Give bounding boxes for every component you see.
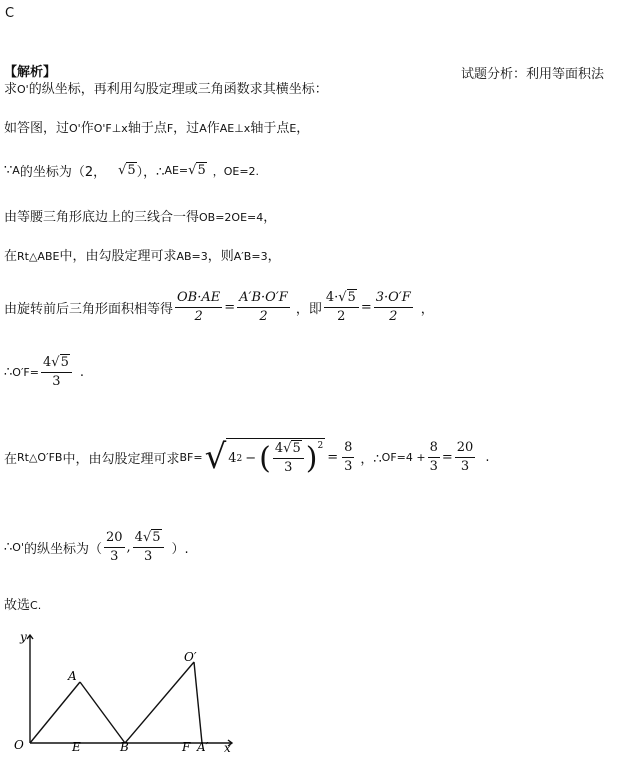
label-A: A	[68, 669, 77, 683]
label-F: F	[182, 740, 191, 754]
line-isosceles: 由等腰三角形底边上的三线合一得OB=2OE=4，	[4, 210, 277, 225]
segment-OA	[30, 682, 80, 743]
line-ofprime-result: ∴ O′F= $\frac{4√5}{3}$ .	[4, 355, 84, 389]
line-area-equation: 由旋转前后三角形面积相等得 $\frac{OB\cdot AE}{2}$ = $\frac{A'B\cdot O'F}{2}$ ，即 $\frac{4\cdot√5}{2}$ = $\frac{3\cdot O'F}{2}$ ，	[4, 290, 434, 324]
line-coordinates: ∵ A 的坐标为（2， √5 ），∴ AE= √5 ，OE=2.	[4, 163, 260, 180]
analysis-header: 【解析】	[4, 65, 57, 80]
line-construction: 如答图，过O'作O'F⊥x轴于点F，过A作AE⊥x轴于点E，	[4, 121, 310, 136]
segment-OprimeAprime	[194, 662, 202, 743]
label-x: x	[224, 741, 231, 755]
line-pythagoras-ab: 在Rt△ABE中，由勾股定理可求AB=3，则A′B=3，	[4, 249, 281, 264]
label-B: B	[120, 740, 129, 754]
line-bf-computation: 在 Rt△O′FB 中，由勾股定理可求 BF= √ 4 2 − ( $\frac{4√5}{3}$ ) $^2$ = $\frac{8}{3}$ ，∴ OF=4 + $\frac{8}{3}$ = $\frac{20}{3}$ .	[4, 437, 490, 477]
line-final-choice: 故选C.	[4, 598, 42, 613]
answer-letter: C	[5, 6, 15, 21]
label-Oprime: O′	[184, 650, 197, 664]
label-y: y	[20, 630, 27, 644]
intro-line: 求O'的纵坐标，再利用勾股定理或三角函数求其横坐标：	[4, 82, 328, 97]
segment-BOprime	[125, 662, 194, 743]
analysis-note: 试题分析：利用等面积法	[461, 67, 605, 82]
line-ofprime-coordinates: ∴ O' 的纵坐标为（ $\frac{20}{3}$ , $\frac{4√5}{3}$ ）.	[4, 530, 189, 564]
segment-AB	[80, 682, 125, 743]
label-Aprime: A′	[197, 740, 209, 754]
label-O: O	[14, 738, 24, 752]
label-E: E	[72, 740, 81, 754]
geometry-figure	[0, 625, 250, 775]
